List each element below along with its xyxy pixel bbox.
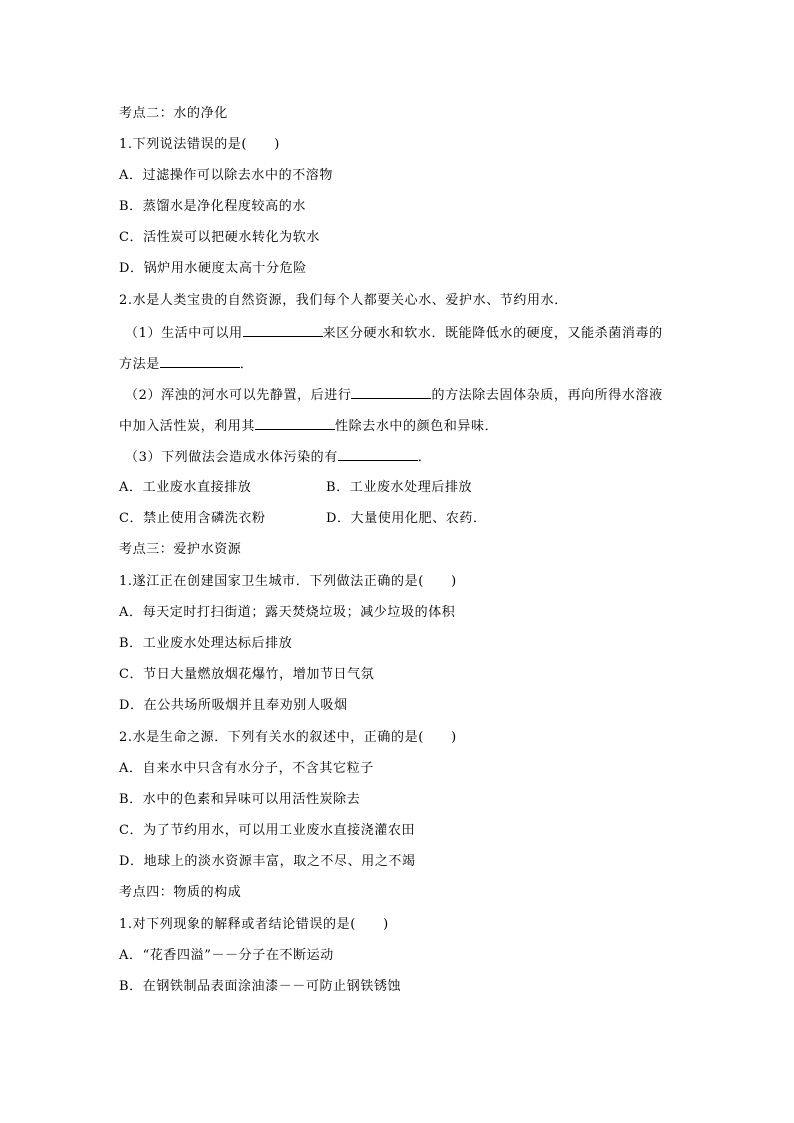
option-c: C．活性炭可以把硬水转化为软水 xyxy=(119,230,320,245)
option-d: D．地球上的淡水资源丰富，取之不尽、用之不竭 xyxy=(119,854,416,869)
option-a: A．每天定时打扫街道；露天焚烧垃圾；减少垃圾的体积 xyxy=(119,605,456,620)
option-d: D．大量使用化肥、农药． xyxy=(326,511,487,526)
section-heading: 考点四：物质的构成 xyxy=(119,885,242,900)
sub-question-text: （3）下列做法会造成水体污染的有 xyxy=(125,450,338,465)
option-a: A．自来水中只含有水分子，不含其它粒子 xyxy=(119,761,374,776)
option-a: A．“花香四溢”－－分子在不断运动 xyxy=(119,948,334,963)
sub-question-text: （1）生活中可以用 xyxy=(125,326,243,341)
option-c: C．节日大量燃放烟花爆竹，增加节日气氛 xyxy=(119,667,375,682)
question-stem: 2.水是人类宝贵的自然资源，我们每个人都要关心水、爱护水、节约用水． xyxy=(119,293,568,308)
answer-blank[interactable] xyxy=(351,386,431,399)
sub-question-text: 的方法除去固体杂质，再向所得水溶液 xyxy=(431,388,663,403)
sub-question-text: 方法是 xyxy=(119,357,160,372)
sub-question-text: ． xyxy=(239,357,254,372)
sub-question-1-cont xyxy=(119,355,253,373)
option-b: B．工业废水处理达标后排放 xyxy=(119,636,293,651)
option-c: C．禁止使用含磷洗衣粉 xyxy=(119,511,266,526)
section-heading: 考点三：爱护水资源 xyxy=(119,542,242,557)
sub-question-text: ． xyxy=(417,450,432,465)
sub-question-1 xyxy=(125,324,663,342)
sub-question-2-cont xyxy=(119,417,498,435)
option-b: B．蒸馏水是净化程度较高的水 xyxy=(119,199,306,214)
question-stem: 1.下列说法错误的是( ) xyxy=(119,137,280,152)
option-row xyxy=(119,480,679,496)
option-b: B．水中的色素和异味可以用活性炭除去 xyxy=(119,792,361,807)
sub-question-text: 性除去水中的颜色和异味． xyxy=(335,419,499,434)
option-b: B．工业废水处理后排放 xyxy=(326,480,473,495)
answer-blank[interactable] xyxy=(160,355,240,368)
sub-question-2 xyxy=(125,386,663,404)
option-c: C．为了节约用水，可以用工业废水直接浇灌农田 xyxy=(119,823,416,838)
question-stem: 1.遂江正在创建国家卫生城市．下列做法正确的是( ) xyxy=(119,574,457,589)
sub-question-text: （2）浑浊的河水可以先静置，后进行 xyxy=(125,388,352,403)
option-a: A．过滤操作可以除去水中的不溶物 xyxy=(119,168,333,183)
question-stem: 2.水是生命之源．下列有关水的叙述中，正确的是( ) xyxy=(119,730,457,745)
option-d: D．锅炉用水硬度太高十分危险 xyxy=(119,261,307,276)
answer-blank[interactable] xyxy=(243,324,323,337)
sub-question-text: 中加入活性炭，利用其 xyxy=(119,419,256,434)
option-row xyxy=(119,511,679,527)
option-a: A．工业废水直接排放 xyxy=(119,480,252,495)
question-stem: 1.对下列现象的解释或者结论错误的是( ) xyxy=(119,917,389,932)
answer-blank[interactable] xyxy=(255,417,335,430)
option-b: B．在钢铁制品表面涂油漆－－可防止钢铁锈蚀 xyxy=(119,979,402,994)
sub-question-text: 来区分硬水和软水．既能降低水的硬度，又能杀菌消毒的 xyxy=(322,326,663,341)
option-d: D．在公共场所吸烟并且奉劝别人吸烟 xyxy=(119,698,348,713)
sub-question-3 xyxy=(125,448,431,466)
answer-blank[interactable] xyxy=(338,448,418,461)
section-heading: 考点二：水的净化 xyxy=(119,106,228,121)
